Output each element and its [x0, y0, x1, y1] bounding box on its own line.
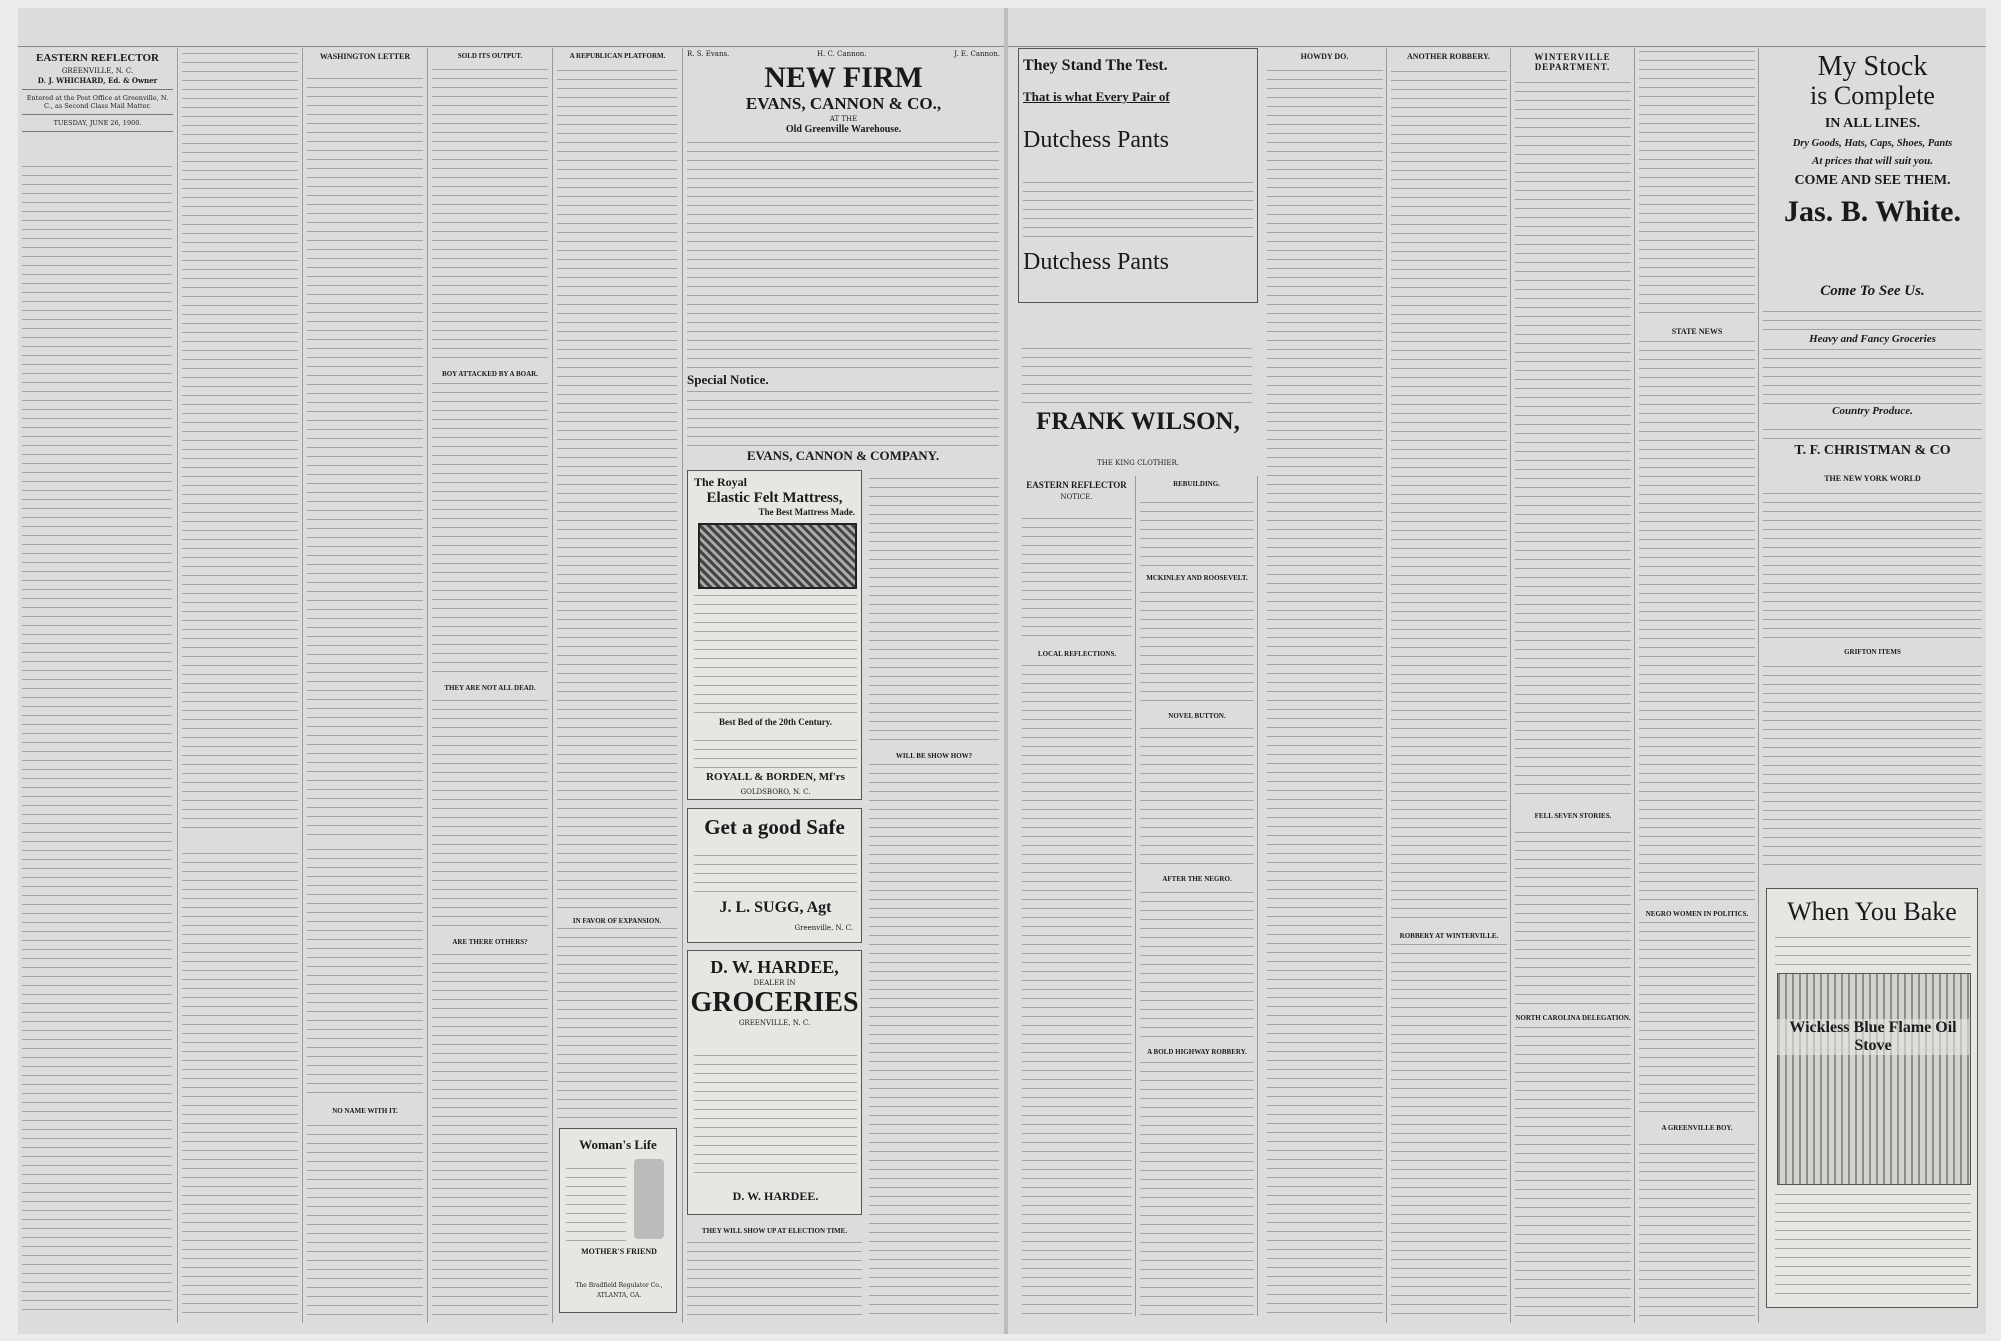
womans-life-title: Woman's Life: [579, 1137, 657, 1152]
headline-novel-button: NOVEL BUTTON.: [1168, 712, 1226, 720]
howdy-text: [1267, 68, 1383, 1313]
stock-ad: [1759, 48, 1986, 283]
stock-line-4: Dry Goods, Hats, Caps, Shoes, Pants: [1792, 138, 1953, 149]
mattress-slogan: The Best Mattress Made.: [758, 507, 855, 517]
headline-delegation: NORTH CAROLINA DELEGATION.: [1515, 1014, 1631, 1022]
notice-title: NOTICE.: [1060, 493, 1093, 501]
partner-2: H. C. Cannon.: [816, 50, 867, 58]
come-text-2: [1763, 349, 1982, 404]
headline-howdy: HOWDY DO.: [1300, 52, 1349, 61]
pants-brand-2: Dutchess Pants: [1023, 249, 1169, 275]
clothier-name: FRANK WILSON,: [1036, 408, 1240, 435]
world-column: [1759, 470, 1986, 870]
atlanta: ATLANTA, GA.: [596, 1292, 642, 1299]
come-firm: T. F. CHRISTMAN & CO: [1794, 443, 1951, 458]
grifton-text: [1763, 660, 1982, 865]
state-news-text: [1639, 340, 1755, 900]
bake-text: [1775, 935, 1971, 965]
headline-bold-robbery: A BOLD HIGHWAY ROBBERY.: [1147, 1048, 1247, 1056]
right-page: [1008, 8, 1986, 1334]
headline-winterville-robbery: ROBBERY AT WINTERVILLE.: [1399, 932, 1499, 940]
masthead-editors: D. J. WHICHARD, Ed. & Owner: [37, 76, 158, 85]
come-ad: [1759, 283, 1986, 463]
column-2-text-top: [182, 48, 298, 828]
stove-image: [1777, 973, 1971, 1185]
come-goods: Heavy and Fancy Groceries: [1809, 333, 1936, 345]
firm-name: EVANS, CANNON & CO.,: [745, 94, 942, 113]
safe-town: Greenville, N. C.: [794, 924, 853, 932]
headline-fell-seven: FELL SEVEN STORIES.: [1534, 812, 1612, 820]
sold-output-text: [432, 68, 548, 358]
novel-text: [1140, 724, 1254, 864]
howdy-column: [1263, 48, 1387, 1323]
washington-text-lower: [307, 843, 423, 1093]
womans-life-ad: [559, 1128, 677, 1313]
column-2-text-bottom: [182, 853, 298, 1313]
bold-robbery-text: [1140, 1060, 1254, 1315]
grocery-town: GREENVILLE, N. C.: [738, 1019, 811, 1027]
grocery-signature: D. W. HARDEE.: [732, 1189, 819, 1203]
headline-sold-output: SOLD ITS OUTPUT.: [457, 52, 523, 60]
robbery-text: [1391, 68, 1507, 918]
partner-3: J. E. Cannon.: [954, 50, 1000, 58]
bradfield-co: The Bradfield Regulator Co.,: [575, 1282, 663, 1289]
stock-line-2: is Complete: [1810, 81, 1935, 110]
safe-text: [694, 847, 857, 892]
special-notice-headline: Special Notice.: [687, 372, 769, 387]
safe-ad: [687, 808, 862, 943]
headline-are-there-others: ARE THERE OTHERS?: [452, 938, 528, 946]
local-reflections-text: [1022, 664, 1132, 1314]
world-text: [1763, 488, 1982, 638]
rebuilding-column: [1136, 476, 1258, 1316]
headline-rebuilding: REBUILDING.: [1173, 480, 1220, 488]
grocery-ad: [687, 950, 862, 1215]
new-firm-headline: NEW FIRM: [764, 61, 923, 94]
pants-subhead: That is what Every Pair of: [1023, 89, 1170, 104]
pants-headline: They Stand The Test.: [1023, 57, 1168, 74]
headline-will-be: WILL BE SHOW HOW?: [895, 752, 973, 760]
winterville-robbery-text: [1391, 944, 1507, 1314]
grocery-text: [694, 1053, 857, 1173]
masthead-place: GREENVILLE, N. C.: [61, 67, 134, 75]
masthead-entered: Entered at the Post Office at Greenville, N. C., as Second Class Mail Matter.: [26, 94, 169, 110]
show-up-text: [687, 1240, 862, 1315]
special-notice-text: [687, 391, 999, 446]
headline-not-all-dead: THEY ARE NOT ALL DEAD.: [444, 684, 536, 692]
come-produce: Country Produce.: [1832, 405, 1913, 417]
safe-agent: J. L. SUGG, Agt: [719, 899, 832, 916]
bake-ad: [1766, 888, 1978, 1308]
washington-text: [307, 70, 423, 835]
are-others-text: [432, 950, 548, 1315]
bake-product: Wickless Blue Flame Oil Stove: [1777, 1019, 1969, 1055]
womans-life-text: [566, 1161, 626, 1241]
headline-negro-women: NEGRO WOMEN IN POLITICS.: [1645, 910, 1749, 918]
firm-text: [687, 138, 999, 368]
column-washington: [303, 48, 428, 1323]
headline-new-york-world: THE NEW YORK WORLD: [1824, 474, 1921, 483]
headline-after-negro: AFTER THE NEGRO.: [1162, 875, 1232, 883]
come-text-3: [1763, 421, 1982, 439]
bake-headline: When You Bake: [1787, 897, 1957, 926]
mattress-text: [694, 593, 857, 713]
left-page: [18, 8, 1004, 1334]
top-margin: [18, 8, 1004, 47]
expansion-text: [557, 928, 677, 1118]
column-editorial: [18, 48, 178, 1323]
stock-line-5: At prices that will suit you.: [1811, 155, 1934, 167]
notice-paper: EASTERN REFLECTOR: [1026, 480, 1127, 490]
newspaper-spread: [18, 8, 1986, 1334]
pants-text-2: [1022, 348, 1252, 403]
headline-another-robbery: ANOTHER ROBBERY.: [1407, 52, 1490, 61]
mothers-friend-title: MOTHER'S FRIEND: [581, 1247, 657, 1256]
mattress-name: Elastic Felt Mattress,: [706, 490, 843, 506]
rebuilding-text: [1140, 494, 1254, 566]
clothier-tagline: THE KING CLOTHIER.: [1097, 459, 1179, 467]
headline-no-name: NO NAME WITH IT.: [332, 1107, 398, 1115]
editorial-text: [22, 160, 172, 1310]
winterville-column: [1511, 48, 1635, 1323]
headline-grifton: GRIFTON ITEMS: [1844, 648, 1901, 656]
greenville-boy-text: [1639, 1136, 1755, 1316]
mattress-ad: [687, 470, 862, 800]
mattress-text-2: [694, 733, 857, 768]
negro-women-text: [1639, 922, 1755, 1112]
ads-column: [683, 48, 1004, 1323]
come-text-1: [1763, 305, 1982, 330]
grocery-name: D. W. HARDEE,: [710, 957, 839, 977]
headline-state-news: STATE NEWS: [1671, 327, 1723, 336]
partner-1: R. S. Evans.: [687, 50, 730, 58]
headline-in-favor-expansion: IN FAVOR OF EXPANSION.: [572, 917, 662, 925]
stock-line-6: COME AND SEE THEM.: [1794, 173, 1951, 188]
grocery-goods: GROCERIES: [690, 987, 859, 1018]
state-news-column: [1635, 48, 1759, 1323]
masthead-title: EASTERN REFLECTOR: [36, 52, 159, 64]
come-headline: Come To See Us.: [1820, 283, 1925, 299]
mattress-image: [698, 523, 857, 589]
notice-text: [1022, 516, 1132, 636]
no-name-text: [307, 1120, 423, 1315]
column-4: [428, 48, 553, 1323]
column-2: [178, 48, 303, 1323]
headline-republican-platform: A REPUBLICAN PLATFORM.: [569, 52, 666, 60]
pants-ad: [1018, 48, 1258, 303]
top-margin-right: [1008, 8, 1986, 47]
state-news-pre-text: [1639, 48, 1755, 313]
firm-warehouse: Old Greenville Warehouse.: [785, 124, 902, 135]
will-be-text: [869, 764, 999, 1314]
winterville-text: [1515, 74, 1631, 794]
bake-text-2: [1775, 1194, 1971, 1294]
column-right-text: [869, 470, 999, 740]
republican-text: [557, 68, 677, 908]
attacked-text: [432, 382, 548, 672]
headline-mckinley: MCKINLEY AND ROOSEVELT.: [1146, 574, 1248, 582]
safe-headline: Get a good Safe: [704, 815, 845, 839]
stock-line-3: IN ALL LINES.: [1824, 116, 1921, 131]
mattress-town: GOLDSBORO, N. C.: [740, 788, 811, 796]
not-dead-text: [432, 696, 548, 926]
grocery-dealer: DEALER IN: [753, 979, 796, 987]
evans-cannon-company: EVANS, CANNON & COMPANY.: [746, 448, 940, 463]
mattress-the-royal: The Royal: [694, 475, 748, 489]
fell-seven-text: [1515, 824, 1631, 1004]
notice-column: [1018, 476, 1136, 1316]
headline-washington-letter: WASHINGTON LETTER: [319, 52, 411, 61]
bottle-image: [634, 1159, 664, 1239]
masthead-date: TUESDAY, JUNE 26, 1900.: [53, 119, 142, 127]
column-5: [553, 48, 683, 1323]
stock-line-1: My Stock: [1817, 51, 1928, 82]
mattress-maker: ROYALL & BORDEN, Mf'rs: [706, 771, 845, 783]
headline-show-up: THEY WILL SHOW UP AT ELECTION TIME.: [701, 1227, 848, 1235]
firm-at-the: AT THE: [829, 115, 858, 123]
pants-brand: Dutchess Pants: [1023, 127, 1169, 153]
delegation-text: [1515, 1026, 1631, 1316]
mattress-century: Best Bed of the 20th Century.: [719, 717, 832, 727]
firm-partners: [687, 50, 1000, 58]
robbery-column: [1387, 48, 1511, 1323]
mckinley-text: [1140, 586, 1254, 701]
after-negro-text: [1140, 887, 1254, 1037]
headline-winterville: WINTERVILLE DEPARTMENT.: [1534, 52, 1611, 72]
headline-greenville-boy: A GREENVILLE BOY.: [1661, 1124, 1733, 1132]
stock-merchant: Jas. B. White.: [1784, 195, 1961, 228]
pants-text: [1023, 177, 1253, 237]
local-reflections-headline: LOCAL REFLECTIONS.: [1037, 650, 1117, 658]
headline-boy-attacked: BOY ATTACKED BY A BOAR.: [442, 370, 538, 378]
